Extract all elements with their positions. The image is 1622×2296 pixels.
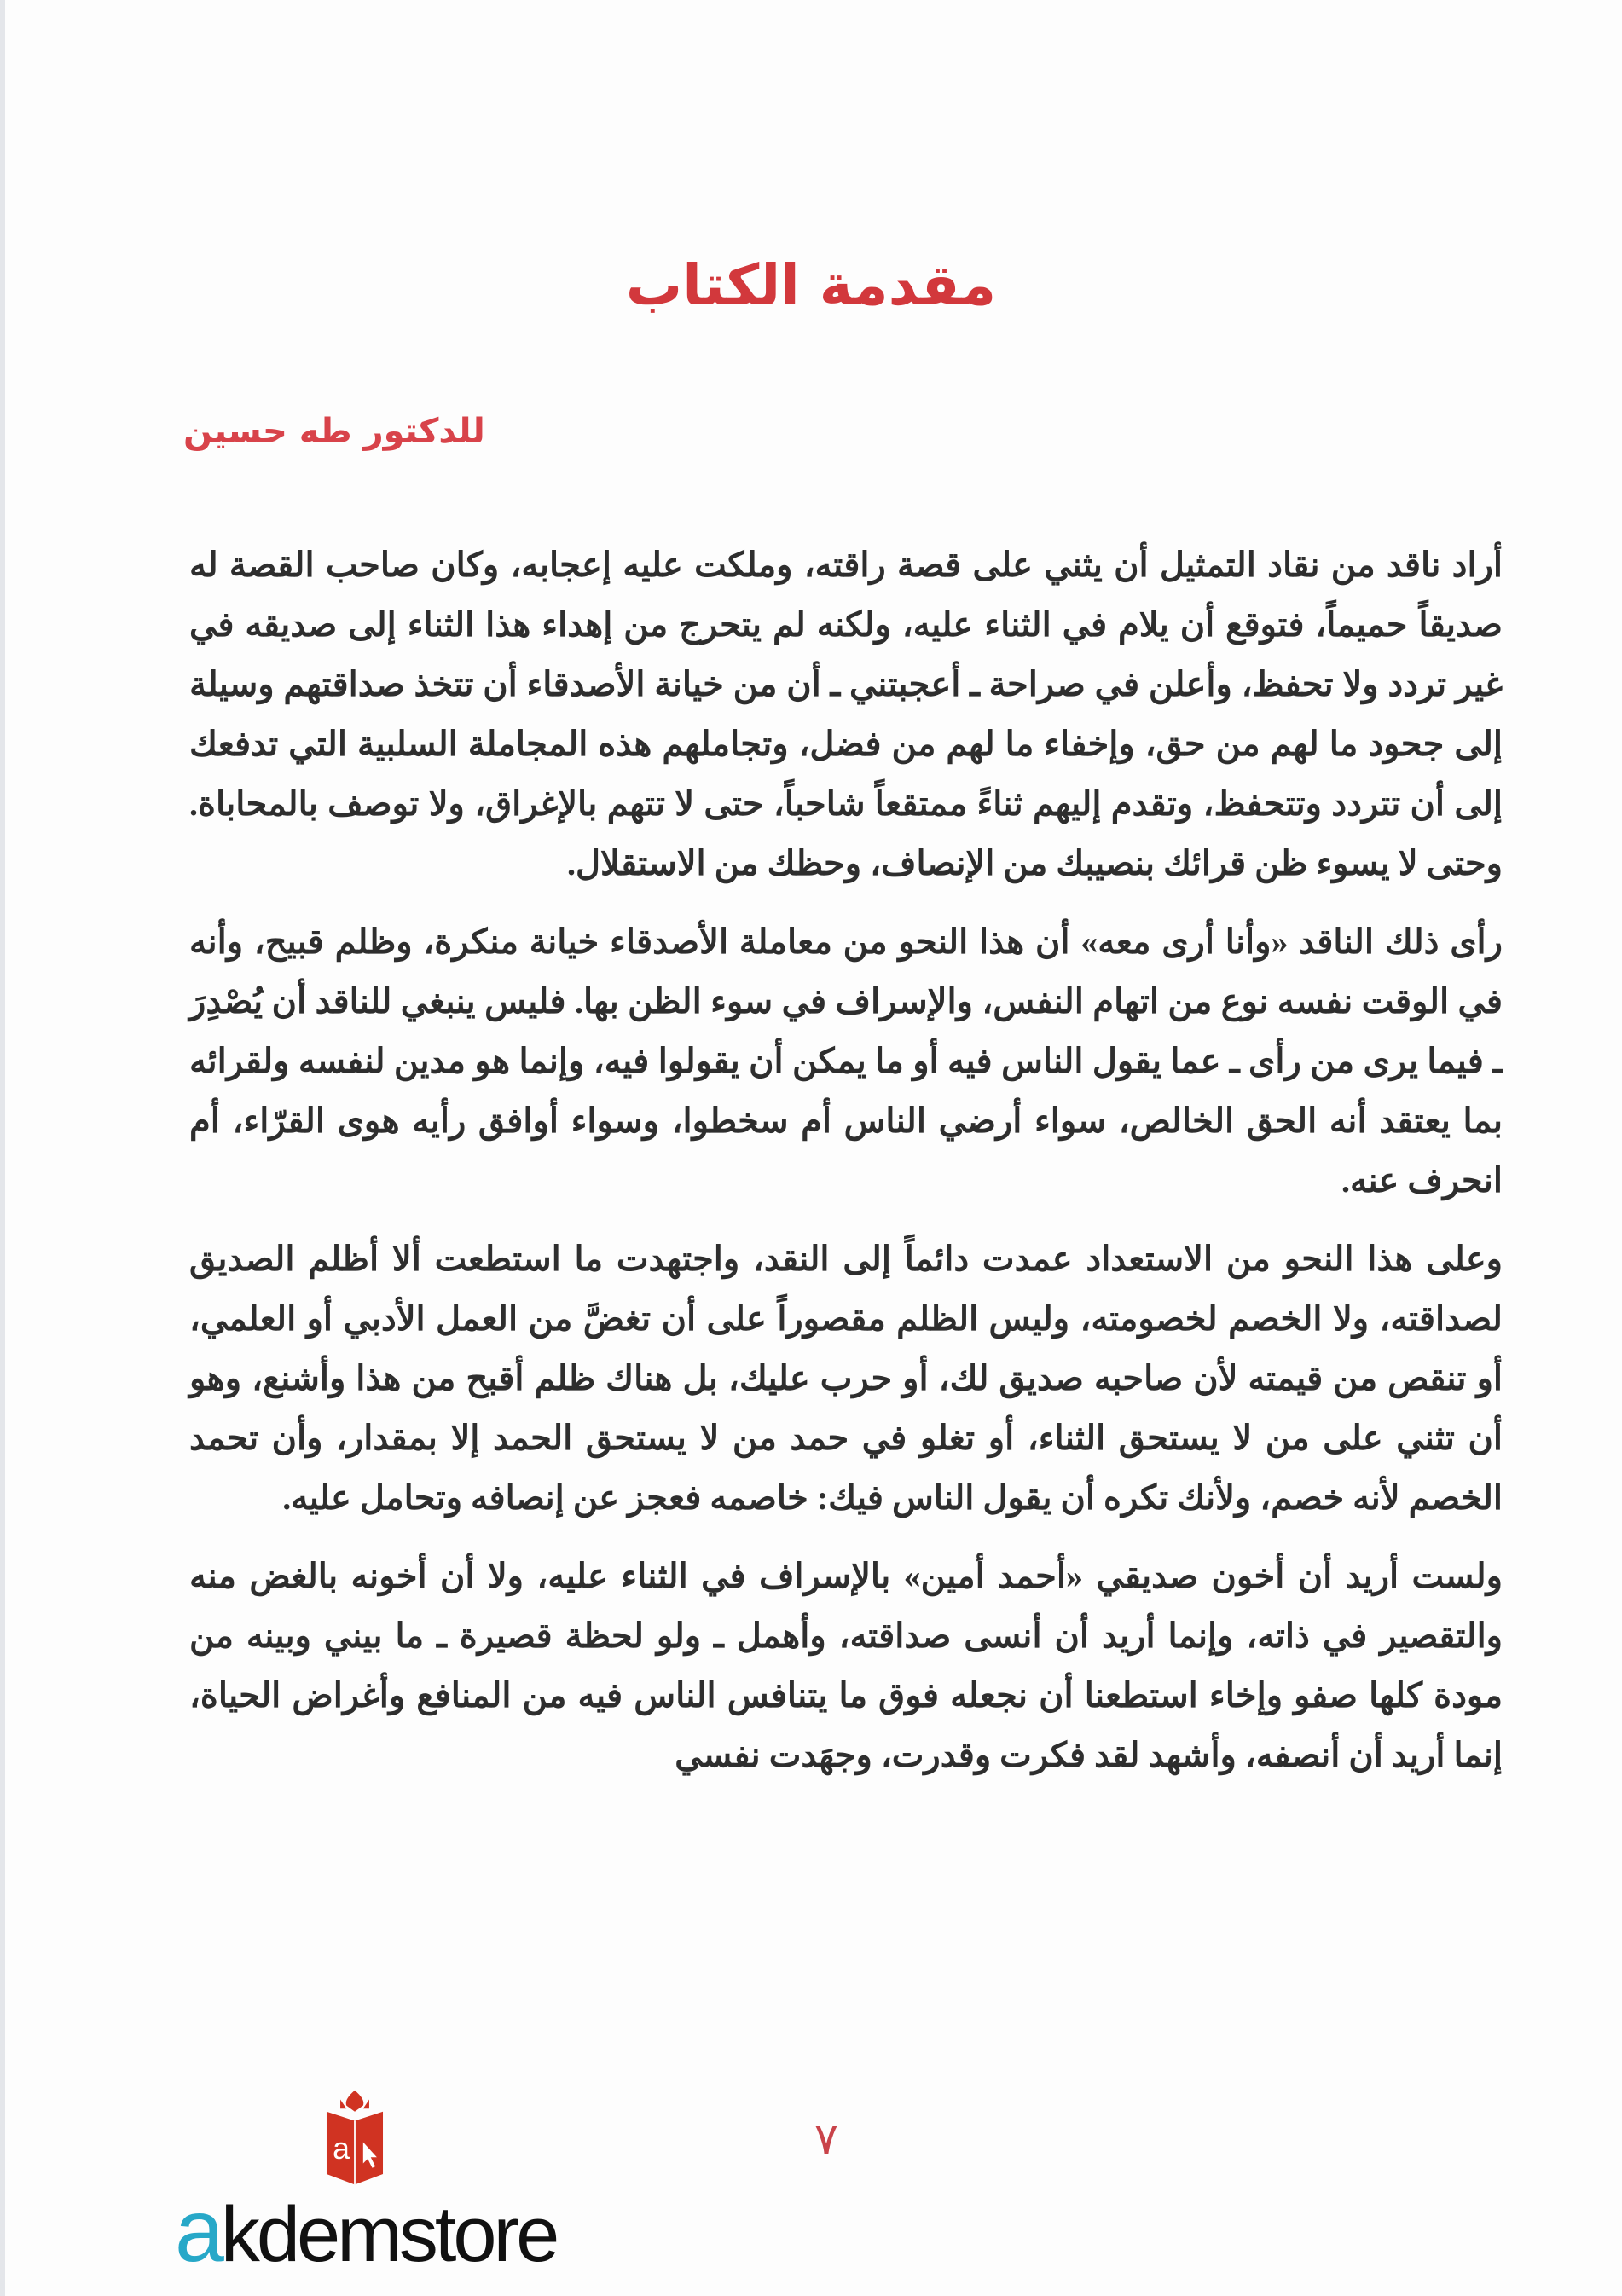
book-cursor-icon: [325, 2089, 385, 2188]
logo-letter: a: [333, 2131, 350, 2166]
akdemstore-logo: [175, 2089, 584, 2285]
paragraph-2: رأى ذلك الناقد «وأنا أرى معه» أن هذا النحو من معاملة الأصدقاء خيانة منكرة، وظلم قبيح، وأنه في الوقت نفسه نوع من اتهام النفس، والإسراف في سوء الظن بها. فليس ينبغي للناقد أن يُصْدِرَ ـ فيما يرى من رأى ـ عما يقول الناس فيه أو ما يمكن أن يقولوا فيه، وإنما هو مدين لنفسه ولقرائه بما يعتقد أنه الحق الخالص، سواء أرضي الناس أم سخطوا، وسواء أوافق رأيه هوى القرّاء، أم انحرف عنه.: [189, 922, 1503, 1200]
author-byline: للدكتور طه حسين: [183, 412, 485, 451]
brand-wordmark: [175, 2184, 556, 2282]
body-text: [189, 535, 1503, 2087]
page-number: ٧: [814, 2114, 838, 2166]
scan-edge: [0, 0, 5, 2296]
brand-name: kdemstore: [220, 2191, 557, 2278]
paragraph-1: أراد ناقد من نقاد التمثيل أن يثني على قصة راقته، وملكت عليه إعجابه، وكان صاحب القصة له صديقاً حميماً، فتوقع أن يلام في الثناء عليه، ولكنه لم يتحرج من إهداء هذا الثناء إلى صديقه في غير تردد ولا تحفظ، وأعلن في صراحة ـ أعجبتني ـ أن من خيانة الأصدقاء أن تتخذ صداقتهم وسيلة إلى جحود ما لهم من حق، وإخفاء ما لهم من فضل، وتجاملهم هذه المجاملة السلبية التي تدفعك إلى أن تتردد وتتحفظ، وتقدم إليهم ثناءً ممتقعاً شاحباً، حتى لا تتهم بالإغراق، ولا توصف بالمحاباة. وحتى لا يسوء ظن قرائك بنصيبك من الإنصاف، وحظك من الاستقلال.: [189, 546, 1503, 882]
brand-letter-a: a: [175, 2182, 221, 2281]
page-title: مقدمة الكتاب: [625, 252, 997, 318]
paragraph-4: ولست أريد أن أخون صديقي «أحمد أمين» بالإسراف في الثناء عليه، ولا أن أخونه بالغض منه والتقصير في ذاته، وإنما أريد أن أنسى صداقته، وأهمل ـ ولو لحظة قصيرة ـ ما بيني وبينه من مودة كلها صفو وإخاء استطعنا أن نجعله فوق ما يتنافس الناس فيه من المنافع وأغراض الحياة، إنما أريد أن أنصفه، وأشهد لقد فكرت وقدرت، وجهَدت نفسي: [189, 1557, 1503, 1774]
paragraph-3: وعلى هذا النحو من الاستعداد عمدت دائماً إلى النقد، واجتهدت ما استطعت ألا أظلم الصديق لصداقته، ولا الخصم لخصومته، وليس الظلم مقصوراً على أن تغضَّ من العمل الأدبي أو العلمي، أو تنقص من قيمته لأن صاحبه صديق لك، أو حرب عليك، بل هناك ظلم أقبح من هذا وأشنع، وهو أن تثني على من لا يستحق الثناء، أو تغلو في حمد من لا يستحق الحمد إلا بمقدار، وأن تحمد الخصم لأنه خصم، ولأنك تكره أن يقول الناس فيك: خاصمه فعجز عن إنصافه وتحامل عليه.: [189, 1240, 1503, 1517]
